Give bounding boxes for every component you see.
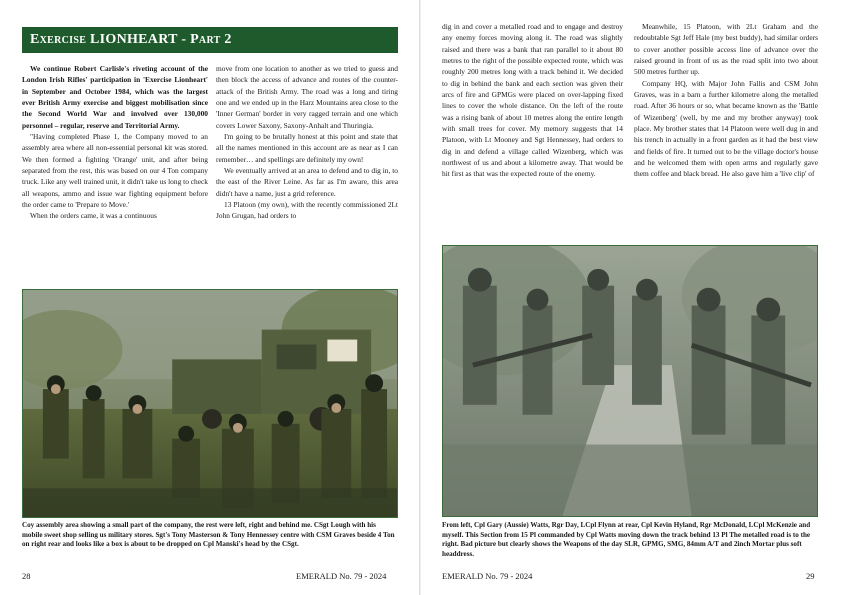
page-number: 29 <box>806 571 815 581</box>
section-on-track-photo-image <box>443 246 817 516</box>
body-paragraph: 13 Platoon (my own), with the recently commissioned 2Lt John Grugan, had orders to <box>216 200 398 221</box>
left-photo-caption: Coy assembly area showing a small part of the company, the rest were left, right and behind me. CSgt Lough with his mobile sweet shop selling us military stores. Sgt's Tony Masterson & Tony Hennessey centre with CSM Graves beside 4 Ton on right rear and looks like a box is about to be dropped on Cpl Manski's head by the CSgt. <box>22 521 395 549</box>
right-column-2 <box>634 21 818 180</box>
left-page <box>0 0 420 595</box>
body-paragraph: dig in and cover a metalled road and to engage and destroy any enemy forces moving along it. The road was slightly raised and there was a bank that ran parallel to it about 80 metres to the right of the possible expected route, which was roughly 200 metres long with a track behind it. We decided to dig in behind the bank and each section was given their arcs of fire and GPMGs were placed on over-lapping fixed lines to cover the whole distance. On the left of the route was a rising bank of about 10 metres along the entire length with small trees for cover. My memory suggests that 14 Platoon, with Lt Mooney and Sgt Hennessey, had orders to dig in and defend a village called Wizenberg, which was northwest of us and about a kilometre away. That would be hit first as that was the expected route of the enemy. <box>442 22 623 179</box>
page-number: 28 <box>22 571 31 581</box>
body-paragraph: move from one location to another as we tried to guess and then block the access of advance and routes of the counter-attack of the British Army. The road was a long and tiring one and we ended up in the Harz Mountains area close to the 'Inner German' border in very ragged terrain and one which covers Lower Saxony, Saxony-Anhalt and Thuringia. <box>216 64 398 130</box>
right-photo-caption: From left, Cpl Gary (Aussie) Watts, Rgr Day, LCpl Flynn at rear, Cpl Kevin Hyland, Rgr McDonald, LCpl McKenzie and myself. This Section from 15 Pl commanded by Cpl Watts moving down the track behind 13 Pl The metalled road is to the right. Bad picture but clearly shows the Weapons of the day SLR, GPMG, SMG, 84mm A/T and 2inch Mortar plus soft headdress. <box>442 521 811 558</box>
left-column-1 <box>22 63 208 222</box>
body-paragraph: I'm going to be brutally honest at this point and state that all the names mentioned in this account are as near as I can remember… and spellings are definitely my own! <box>216 132 398 164</box>
assembly-area-photo-image <box>23 290 397 517</box>
section-on-track-photo <box>442 245 818 517</box>
assembly-area-photo <box>22 289 398 518</box>
body-paragraph: Company HQ, with Major John Fallis and CSM John Graves, was in a barn a further kilometre along the metalled road. After 36 hours or so, what became known as the 'Battle of Wizenberg' (well, by me and my brother anyway) took place. My brother states that 14 Platoon were well dug in and his trench in actually in a front garden as it had the best view and fields of fire. It turned out to be the village doctor's house and he welcomed them with open arms and regularly gave them coffee and black bread. He also gave him a 'live clip' of <box>634 78 818 179</box>
running-title: EMERALD No. 79 - 2024 <box>442 571 533 581</box>
intro-paragraph: We continue Robert Carlisle's riveting account of the London Irish Rifles' participation in 'Exercise Lionheart' in September and October 1984, which was the largest ever British Army exercise and biggest mobilisation since the Second World War and involved over 130,000 personnel – regular, reserve and Territorial Army. <box>22 64 208 130</box>
left-column-2 <box>216 63 398 222</box>
article-title: Exercise LIONHEART - Part 2 <box>22 27 398 53</box>
running-title: EMERALD No. 79 - 2024 <box>296 571 387 581</box>
body-paragraph: We eventually arrived at an area to defend and to dig in, to the east of the River Leine. As far as I'm aware, this area didn't have a name, just a grid reference. <box>216 166 398 198</box>
body-paragraph: Meanwhile, 15 Platoon, with 2Lt Graham and the redoubtable Sgt Jeff Hale (my best buddy), had similar orders to cover another possible access line of advance over the raised ground in front of us as the road split into two about 500 metres further up. <box>634 22 818 77</box>
right-column-1 <box>442 21 623 180</box>
right-page <box>421 0 841 595</box>
body-paragraph: When the orders came, it was a continuous <box>30 211 157 221</box>
body-paragraph: "Having completed Phase 1, the Company moved to an assembly area where all non-essential personal kit was stored. We then formed a fighting 'Orange' unit, and after being separated from the rest, this was based on our 4 Ton company truck. Like any well trained unit, it didn't take us long to check all weapons, ammo and issue war fighting equipment before the order came to 'Prepare to Move.' <box>22 132 208 210</box>
